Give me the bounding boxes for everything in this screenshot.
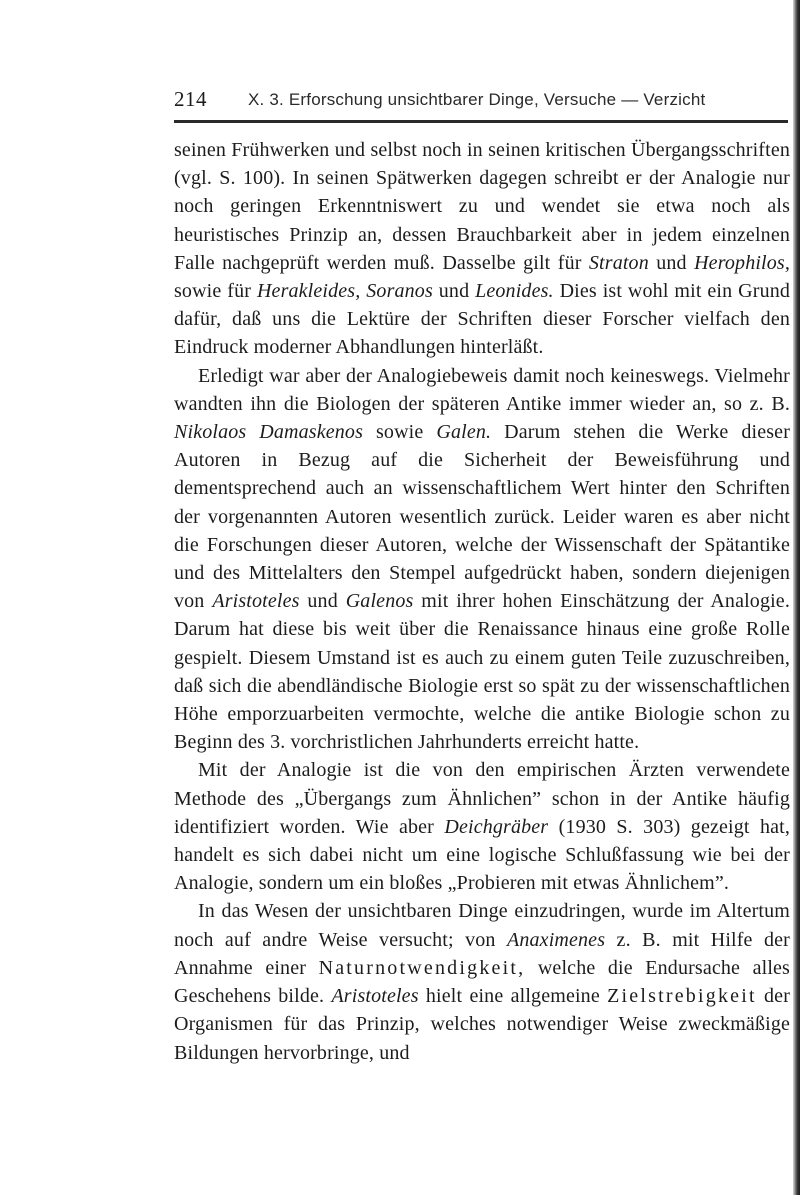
text-segment: sowie [363, 421, 437, 444]
text-segment: In das Wesen der unsichtbaren Dinge einzudringen, wurde im Altertum noch auf andre Weise versucht; von [174, 900, 790, 951]
italic-name: Galen. [436, 421, 492, 444]
body-text [174, 136, 790, 1067]
running-title: X. 3. Erforschung unsichtbarer Dinge, Versuche — Verzicht [248, 90, 706, 109]
spaced-term: Zielstrebigkeit [607, 985, 757, 1008]
italic-name: Deichgräber [444, 815, 549, 838]
italic-name: Herophilos, [694, 251, 790, 274]
italic-name: Herakleides, Soranos [256, 280, 433, 303]
italic-name: Leonides. [475, 280, 554, 303]
paragraph [174, 136, 790, 362]
text-segment: und [299, 590, 346, 613]
text-segment: seinen Frühwerken und selbst noch in seinen kritischen Übergangsschriften (vgl. S. 100). In seinen Spätwerken dagegen schreibt er der Analogie nur noch geringen Erkenntniswert zu und wendet sie etwa noch als heuristisches Prinzip an, dessen Brauchbarkeit aber in jedem einzelnen Falle nachgeprüft werden muß. Dasselbe gilt für [174, 139, 790, 274]
page-number: 214 [174, 87, 207, 111]
text-segment: z. B. mit Hilfe der Annahme einer [174, 928, 790, 979]
paragraph [174, 362, 790, 757]
text-segment: hielt eine allgemeine [418, 985, 608, 1008]
text-segment: und [432, 280, 476, 303]
text-segment: (1930 S. 303) gezeigt hat, handelt es sich dabei nicht um eine logische Schlußfassung wie bei der Analogie, sondern um ein bloßes „Probieren mit etwas Ähnlichem”. [174, 815, 791, 895]
text-segment: Dies ist wohl mit ein Grund dafür, daß uns die Lektüre der Schriften dieser Forscher vielfach den Eindruck moderner Abhandlungen hinterläßt. [174, 280, 791, 359]
italic-name: Aristoteles [212, 590, 300, 613]
page-header [174, 88, 788, 118]
text-segment: und [648, 251, 695, 274]
text-segment: welche die Endursache alles Geschehens bilde. [174, 956, 790, 1008]
spaced-term: Naturnotwendigkeit, [318, 956, 526, 979]
text-segment: mit ihrer hohen Einschätzung der Analogie. Darum hat diese bis weit über die Renaissance hinaus eine große Rolle gespielt. Diesem Umstand ist es auch zu einem guten Teile zuzuschreiben, daß sich die abendländische Biologie erst so spät zu der wissenschaftlichen Höhe emporzuarbeiten vermochte, welche die antike Biologie schon zu Beginn des 3. vorchristlichen Jahrhunderts erreicht hatte. [174, 590, 790, 754]
text-segment: der Organismen für das Prinzip, welches notwendiger Weise zweckmäßige Bildungen hervorbringe, und [174, 985, 791, 1064]
text-segment: Mit der Analogie ist die von den empirischen Ärzten verwendete Methode des „Übergangs zum Ähnlichen” schon in der Antike häufig identifiziert worden. Wie aber [174, 759, 790, 838]
italic-name: Nikolaos Damaskenos [174, 421, 364, 444]
paragraph [174, 756, 790, 897]
text-segment: Erledigt war aber der Analogiebeweis damit noch keineswegs. Vielmehr wandten ihn die Biologen der späteren Antike immer wieder an, so z. B. [174, 364, 790, 415]
italic-name: Anaximenes [507, 928, 606, 951]
italic-name: Aristoteles [331, 985, 419, 1008]
text-segment: Darum stehen die Werke dieser Autoren in Bezug auf die Sicherheit der Beweisführung und dementsprechend auch an wissenschaftlichem Wert hinter den Schriften der vorgenannten Autoren wesentlich zurück. Leider waren es aber nicht die Forschungen dieser Autoren, welche der Wissenschaft der Spätantike und des Mittelalters den Stempel aufgedrückt haben, sondern diejenigen von [174, 421, 791, 613]
text-segment: sowie für [174, 280, 257, 303]
italic-name: Galenos [345, 590, 414, 613]
paragraph [174, 897, 790, 1066]
page-edge-shadow [793, 0, 800, 1195]
header-rule [174, 120, 788, 123]
italic-name: Straton [588, 251, 649, 274]
